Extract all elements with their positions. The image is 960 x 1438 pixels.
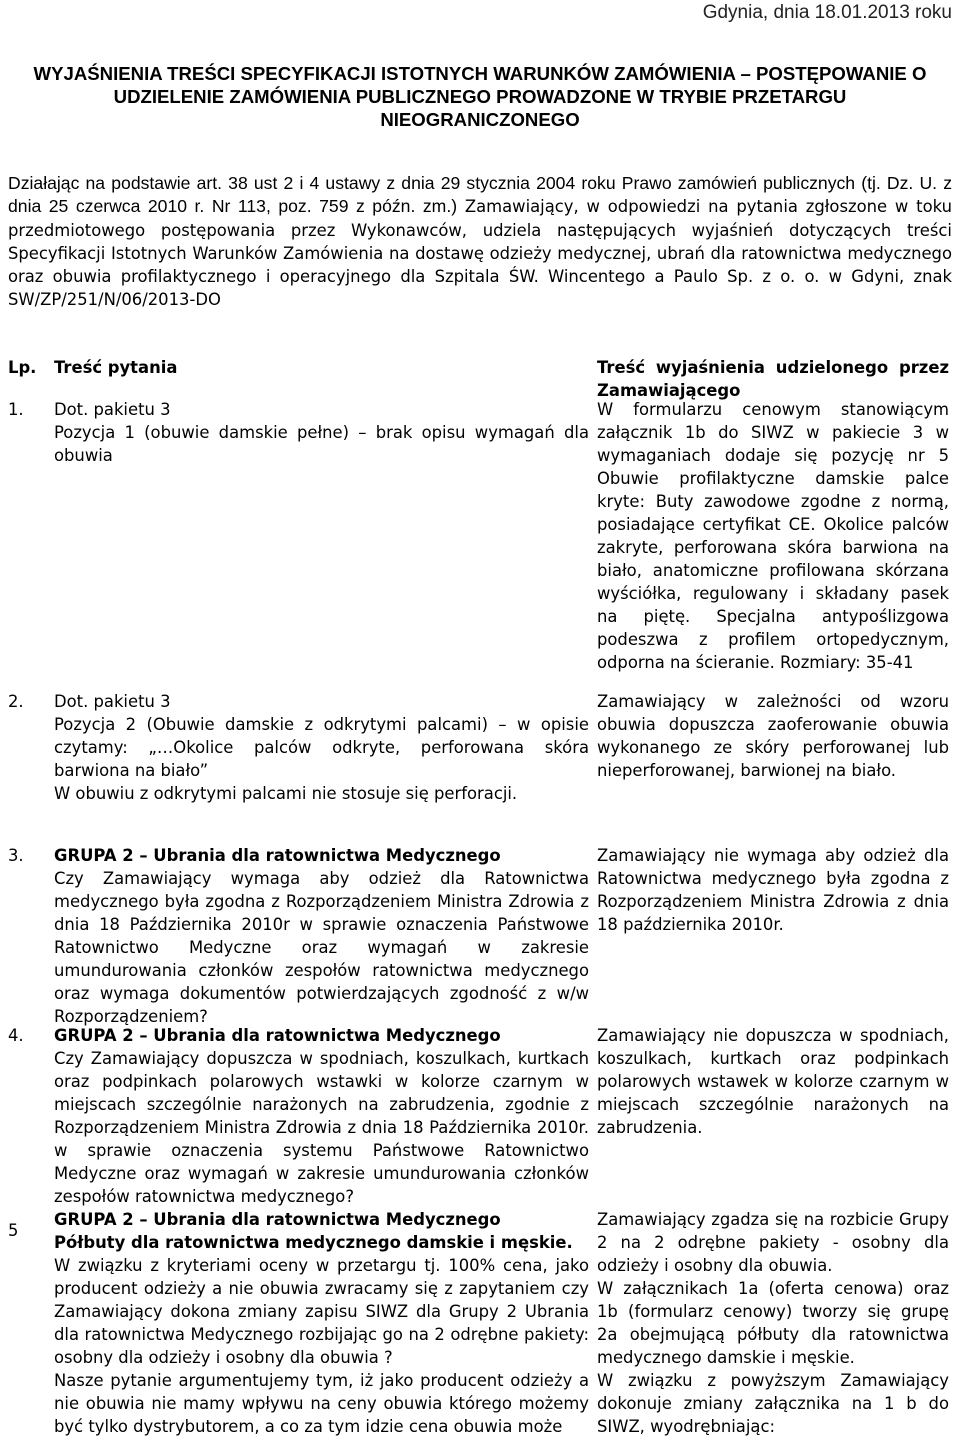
title-line: UDZIELENIE ZAMÓWIENIA PUBLICZNEGO PROWADZONE W TRYBIE PRZETARGU — [113, 86, 847, 107]
question-text: Pozycja 1 (obuwie damskie pełne) – brak opisu wymagań dla obuwia — [54, 423, 589, 465]
header-lp: Lp. — [8, 358, 37, 377]
intro-legal-basis: Działając na podstawie art. 38 ust 2 i 4 ustawy z dnia 29 stycznia 2004 roku Prawo zamówień publicznych (tj. Dz. U. z dnia 25 czerwca 2010 r. Nr 113, poz. 759 z późn. zm.) — [8, 173, 952, 217]
question-text: Czy Zamawiający dopuszcza w spodniach, koszulkach, kurtkach oraz podpinkach polarowych wstawki w kolorze czarnym w miejscach szczególnie narażonych na zabrudzenia, zgodnie z Rozporządzeniem Ministra Zdrowia z dnia 18 Października 2010r. w sprawie oznaczenia systemu Państwowe Ratownictwo Medyczne oraz wymagań w zakresie umundurowania członków zespołów ratownictwa medycznego? — [54, 1049, 589, 1206]
header-answer: Treść wyjaśnienia udzielonego przez Zamawiającego — [597, 358, 949, 400]
document-date: Gdynia, dnia 18.01.2013 roku — [702, 2, 952, 23]
question-heading: GRUPA 2 – Ubrania dla ratownictwa Medycznego — [54, 1026, 501, 1045]
row-question — [54, 1024, 589, 1208]
question-heading: Dot. pakietu 3 — [54, 400, 171, 419]
row-answer: W formularzu cenowym stanowiącym załącznik 1b do SIWZ w pakiecie 3 w wymaganiach dodaje się pozycję nr 5 Obuwie profilaktyczne damskie palce kryte: Buty zawodowe zgodne z normą, posiadające certyfikat CE. Okolice palców zakryte, perforowana skóra barwiona na biało, anatomiczne profilowana skórzana wyściółka, regulowany i składany pasek na piętę. Specjalna antypoślizgowa podeszwa z profilem ortopedycznym, odporna na ścieranie. Rozmiary: 35-41 — [597, 400, 949, 672]
row-question — [54, 690, 589, 805]
title-line: WYJAŚNIENIA TREŚCI SPECYFIKACJI ISTOTNYCH WARUNKÓW ZAMÓWIENIA – POSTĘPOWANIE O — [33, 63, 927, 84]
row-number: 4. — [8, 1026, 24, 1045]
question-heading: GRUPA 2 – Ubrania dla ratownictwa Medycznego — [54, 846, 501, 865]
question-subheading: Półbuty dla ratownictwa medycznego damskie i męskie. — [54, 1233, 573, 1252]
question-text: Czy Zamawiający wymaga aby odzież dla Ratownictwa medycznego była zgodna z Rozporządzeniem Ministra Zdrowia z dnia 18 Października 2010r w sprawie oznaczenia Państwowe Ratownictwo Medyczne oraz wymagań w zakresie umundurowania członków zespołów ratownictwa medycznego oraz wymaga dokumentów potwierdzających zgodność z w/w Rozporządzeniem? — [54, 869, 589, 1026]
intro-body: Zamawiający, w odpowiedzi na pytania zgłoszone w toku przedmiotowego postępowania przez Wykonawców, udziela następujących wyjaśnień dotyczących treści Specyfikacji Istotnych Warunków Zamówienia na dostawę odzieży medycznej, ubrań dla ratownictwa medycznego oraz obuwia profilaktycznego i operacyjnego dla Szpitala ŚW. Wincentego a Paulo Sp. z o. o. w Gdyni, znak SW/ZP/251/N/06/2013-DO — [8, 197, 952, 310]
question-heading: GRUPA 2 – Ubrania dla ratownictwa Medycznego — [54, 1210, 501, 1229]
row-answer: Zamawiający nie wymaga aby odzież dla Ratownictwa medycznego była zgodna z Rozporządzeniem Ministra Zdrowia z dnia 18 października 2010r. — [597, 846, 949, 934]
document-title — [8, 62, 952, 131]
row-number: 2. — [8, 692, 24, 711]
question-extra: Nasze pytanie argumentujemy tym, iż jako producent odzieży a nie obuwia nie mamy wpływu na ceny obuwia którego możemy być tylko dystrybutorem, a co za tym idzie cena obuwia może — [54, 1371, 589, 1436]
answer-extra: W załącznikach 1a (oferta cenowa) oraz 1b (formularz cenowy) tworzy się grupę 2a obejmującą półbuty dla ratownictwa medycznego damskie i męskie. — [597, 1279, 949, 1367]
question-heading: Dot. pakietu 3 — [54, 692, 171, 711]
question-text: W związku z kryteriami oceny w przetargu tj. 100% cena, jako producent odzieży a nie obuwia zwracamy się z zapytaniem czy Zamawiający dokona zmiany zapisu SIWZ dla Grupy 2 Ubrania dla ratownictwa Medycznego rozbijając go na 2 odrębne pakiety: osobny dla odzieży i osobny dla obuwia ? — [54, 1256, 589, 1367]
intro-paragraph — [8, 172, 952, 312]
row-answer: Zamawiający nie dopuszcza w spodniach, koszulkach, kurtkach oraz podpinkach polarowych wstawek w kolorze czarnym w miejscach szczególnie narażonych na zabrudzenia. — [597, 1026, 949, 1137]
row-question — [54, 844, 589, 1028]
question-extra: W obuwiu z odkrytymi palcami nie stosuje się perforacji. — [54, 784, 518, 803]
row-answer — [597, 1208, 949, 1438]
row-question — [54, 1208, 589, 1438]
row-number: 5 — [8, 1221, 19, 1240]
answer-extra: W związku z powyższym Zamawiający dokonuje zmiany załącznika na 1 b do SIWZ, wyodrębniając: — [597, 1371, 949, 1436]
header-question: Treść pytania — [54, 358, 178, 377]
row-question — [54, 398, 589, 467]
answer-text: Zamawiający zgadza się na rozbicie Grupy 2 na 2 odrębne pakiety - osobny dla odzieży i osobny dla obuwia. — [597, 1210, 949, 1275]
row-answer: Zamawiający w zależności od wzoru obuwia dopuszcza zaoferowanie obuwia wykonanego ze skóry perforowanej lub nieperforowanej, barwionej na biało. — [597, 692, 949, 780]
row-number: 3. — [8, 846, 24, 865]
row-number: 1. — [8, 400, 24, 419]
question-text: Pozycja 2 (Obuwie damskie z odkrytymi palcami) – w opisie czytamy: „…Okolice palców odkryte, perforowana skóra barwiona na biało” — [54, 715, 589, 780]
title-line: NIEOGRANICZONEGO — [380, 109, 580, 130]
